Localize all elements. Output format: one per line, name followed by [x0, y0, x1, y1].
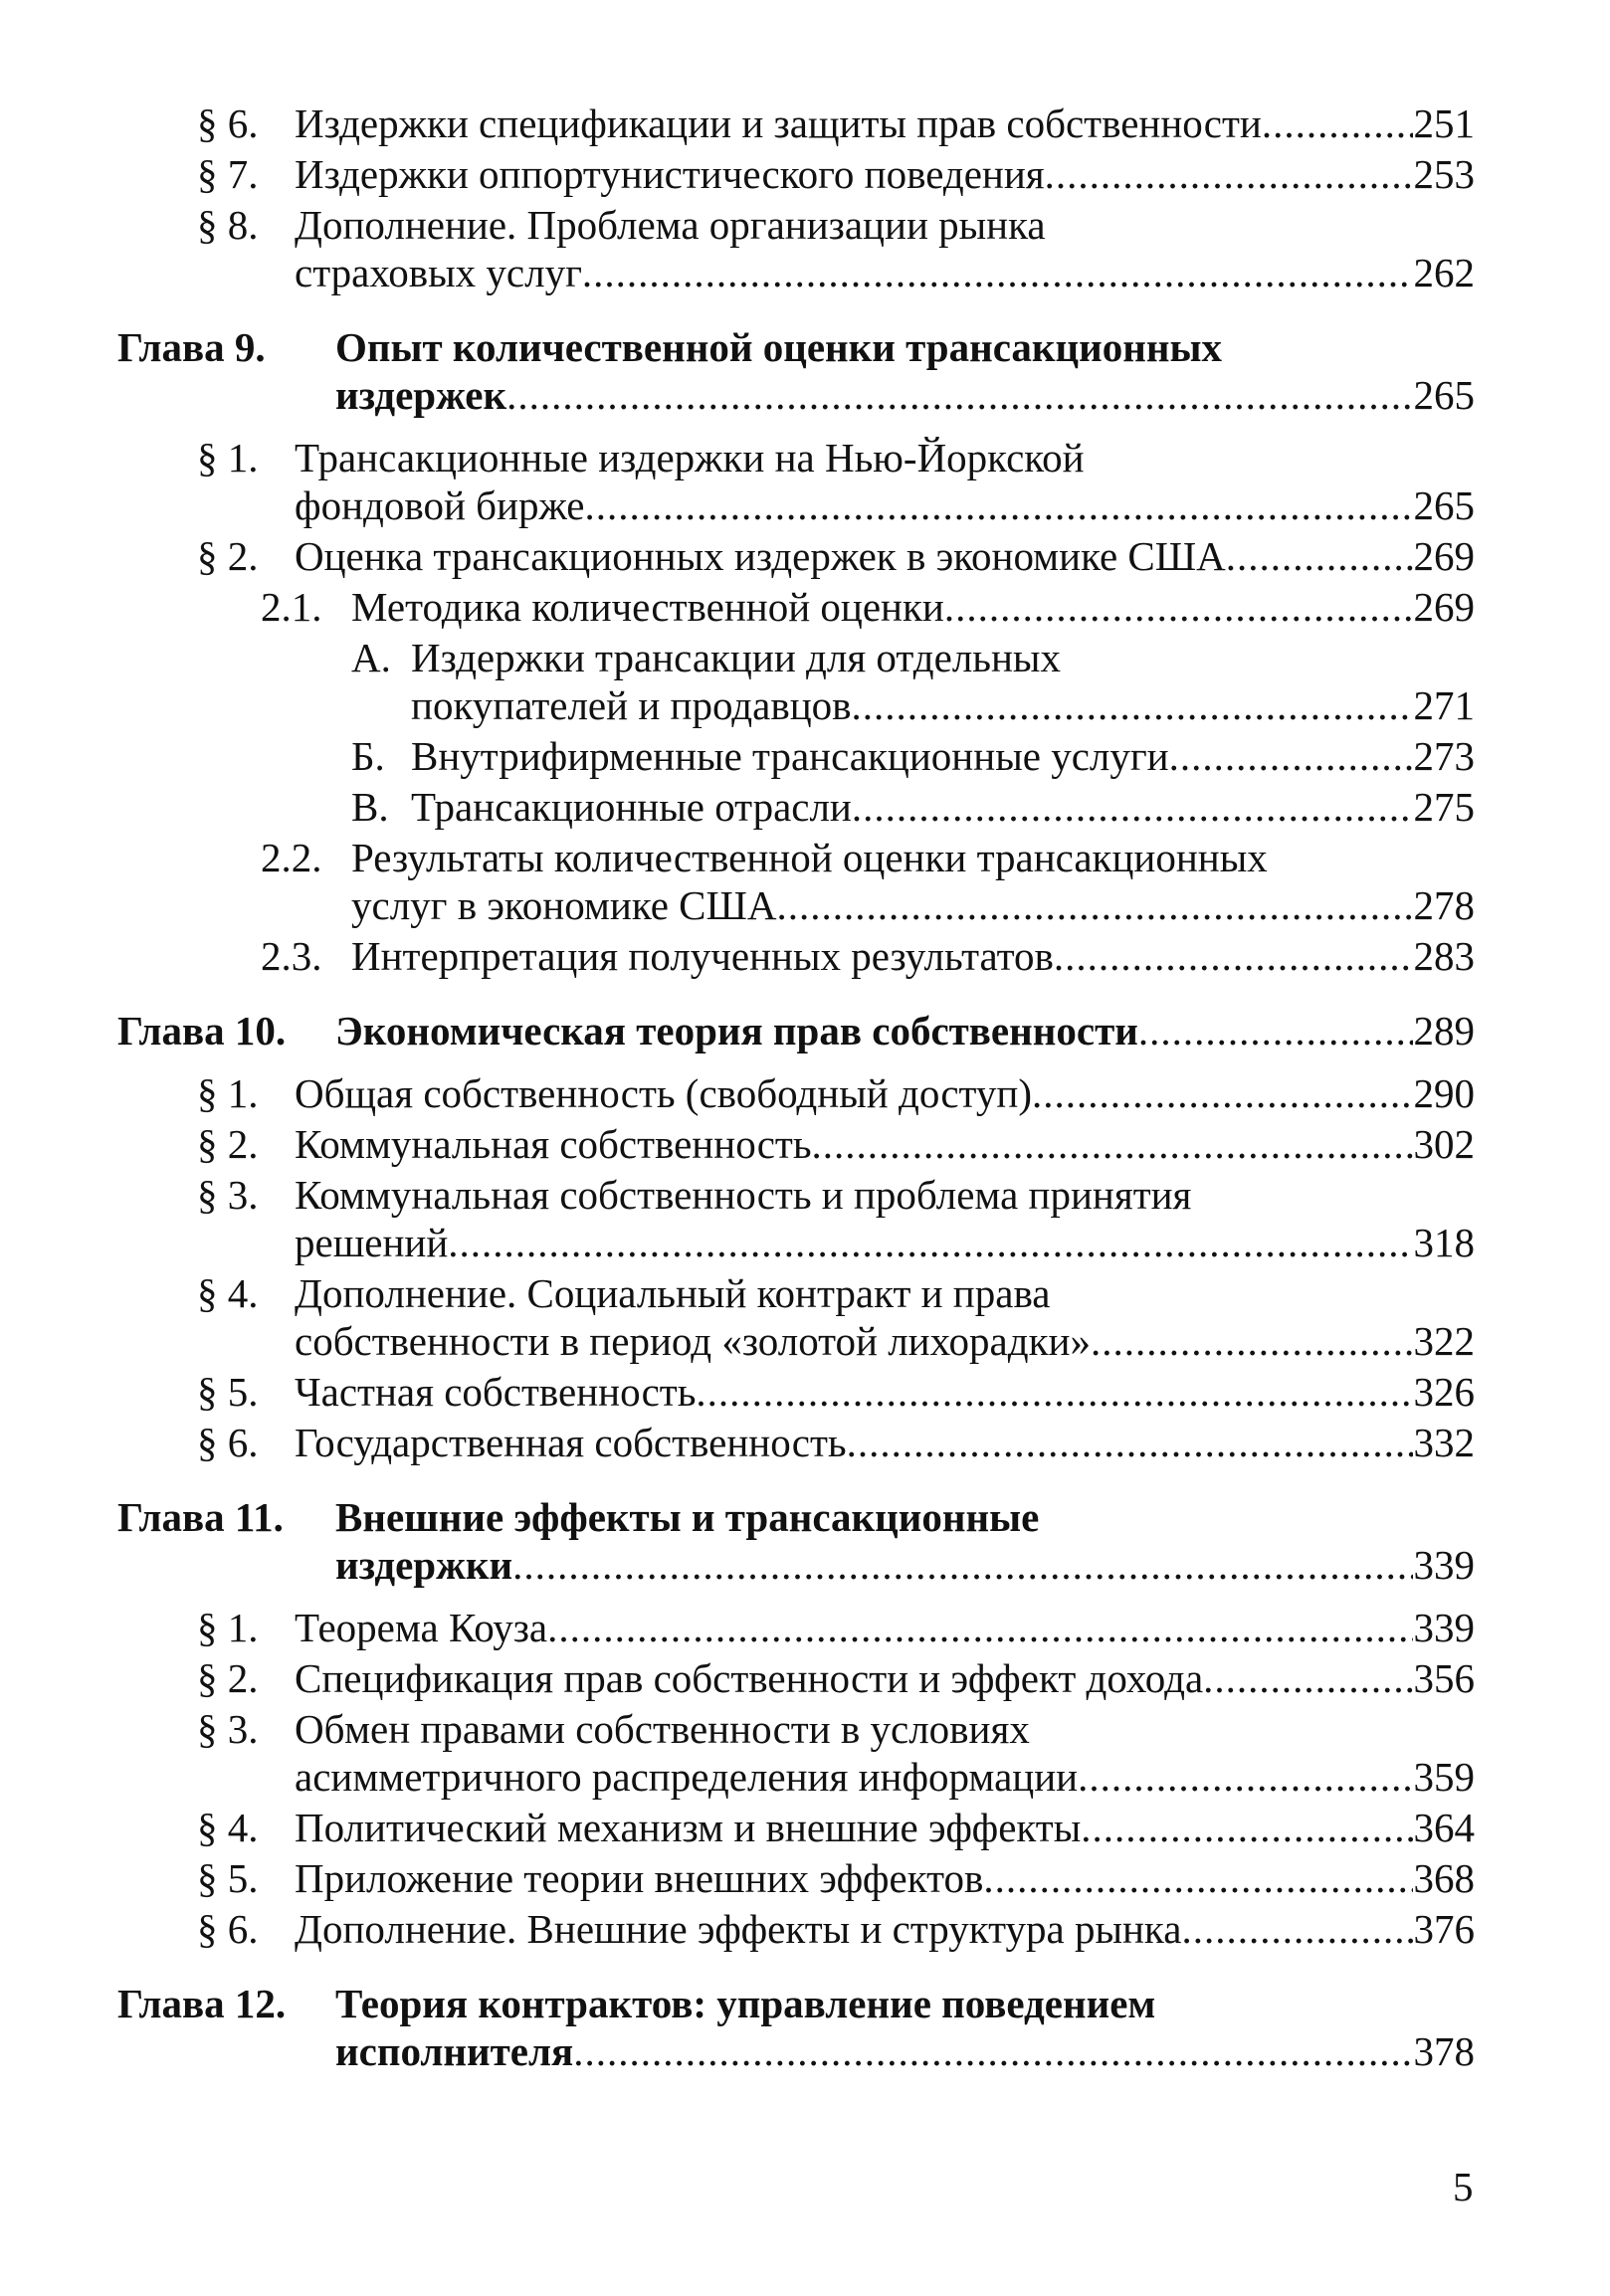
dot-leader [1032, 1069, 1412, 1117]
toc-entry-title: Трансакционные отрасли [411, 784, 852, 830]
toc-chapter[interactable] [0, 1007, 1610, 1054]
toc-entry-title: Издержки трансакции для отдельных [411, 635, 1061, 680]
dot-leader [1078, 1753, 1412, 1801]
toc-entry-number: Б. [351, 733, 385, 779]
dot-leader [547, 1604, 1412, 1651]
toc-page-number: 278 [1413, 882, 1475, 928]
dot-leader [847, 1419, 1413, 1466]
toc-page-number: 318 [1413, 1220, 1475, 1265]
dot-leader [1203, 1654, 1412, 1702]
toc-entry-title: Экономическая теория прав собственности [335, 1008, 1138, 1053]
toc-entry-number: Глава 12. [117, 1981, 287, 2026]
toc-entry-title: Издержки оппортунистического поведения [295, 151, 1045, 197]
dot-leader [812, 1120, 1413, 1168]
toc-page-number: 289 [1413, 1008, 1475, 1053]
toc-entry[interactable] [0, 1654, 1610, 1702]
toc-entry-title: услуг в экономике США [351, 882, 777, 928]
toc-entry-number: 2.3. [261, 933, 322, 979]
dot-leader [696, 1368, 1412, 1416]
toc-entry[interactable] [0, 99, 1610, 147]
dot-leader [1226, 532, 1413, 580]
toc-entry-title: Дополнение. Проблема организации рынка [295, 202, 1046, 248]
toc-entry[interactable] [0, 732, 1610, 780]
toc-entry-title: Издержки спецификации и защиты прав собственности [295, 100, 1262, 146]
toc-entry-title: Приложение теории внешних эффектов [295, 1855, 984, 1901]
toc-entry-title: собственности в период «золотой лихорадки» [295, 1318, 1091, 1364]
toc-page-number: 326 [1413, 1369, 1475, 1415]
toc-entry[interactable] [0, 1069, 1610, 1117]
toc-entry-number: § 2. [197, 1121, 259, 1167]
toc-page-number: 356 [1413, 1655, 1475, 1701]
toc-page-number: 290 [1413, 1070, 1475, 1116]
toc-page-number: 265 [1413, 372, 1475, 418]
toc-entry[interactable] [0, 1368, 1610, 1416]
toc-entry[interactable] [0, 1604, 1610, 1651]
toc-entry-number: § 4. [197, 1805, 259, 1850]
toc-entry-number: § 5. [197, 1855, 259, 1901]
toc-page-number: 273 [1413, 733, 1475, 779]
toc-entry-number: 2.1. [261, 584, 322, 630]
toc-entry-title: Теорема Коуза [295, 1605, 548, 1650]
toc-entry-number: § 1. [197, 435, 259, 480]
dot-leader [852, 681, 1413, 729]
toc-entry-number: § 7. [197, 151, 259, 197]
toc-entry[interactable] [0, 932, 1610, 980]
toc-entry-title: Дополнение. Внешние эффекты и структура рынка [295, 1906, 1182, 1952]
dot-leader [1181, 1905, 1412, 1953]
toc-page-number: 262 [1413, 250, 1475, 295]
toc-page-number: 339 [1413, 1542, 1475, 1588]
toc-entry[interactable] [0, 834, 1610, 929]
toc-entry[interactable] [0, 1804, 1610, 1851]
toc-entry[interactable] [0, 1419, 1610, 1466]
toc-entry-number: § 2. [197, 1655, 259, 1701]
toc-entry-number: § 1. [197, 1070, 259, 1116]
dot-leader [1091, 1317, 1413, 1365]
toc-entry[interactable] [0, 1705, 1610, 1801]
toc-page-number: 251 [1413, 100, 1475, 146]
toc-entry[interactable] [0, 583, 1610, 631]
dot-leader [852, 783, 1413, 831]
dot-leader [1045, 150, 1413, 198]
toc-entry-number: § 3. [197, 1706, 259, 1752]
dot-leader [506, 371, 1412, 419]
toc-entry[interactable] [0, 1171, 1610, 1266]
toc-entry-title: Методика количественной оценки [351, 584, 944, 630]
toc-page-number: 269 [1413, 584, 1475, 630]
toc-entry-number: § 6. [197, 1420, 259, 1465]
toc-entry-number: § 6. [197, 100, 259, 146]
toc-page-number: 368 [1413, 1855, 1475, 1901]
toc-entry-title: Внешние эффекты и трансакционные [335, 1494, 1040, 1540]
toc-entry-title: страховых услуг [295, 250, 582, 295]
toc-entry[interactable] [0, 1120, 1610, 1168]
toc-page-number: 332 [1413, 1420, 1475, 1465]
toc-entry-title: Политический механизм и внешние эффекты [295, 1805, 1082, 1850]
toc-entry-title: издержек [335, 372, 507, 418]
dot-leader [983, 1854, 1412, 1902]
toc-entry-number: § 2. [197, 533, 259, 579]
dot-leader [573, 2027, 1412, 2075]
toc-page-number: 339 [1413, 1605, 1475, 1650]
toc-entry-number: § 8. [197, 202, 259, 248]
toc-entry[interactable] [0, 150, 1610, 198]
toc-entry[interactable] [0, 532, 1610, 580]
toc-entry-number: Глава 10. [117, 1008, 287, 1053]
toc-entry-title: Частная собственность [295, 1369, 697, 1415]
dot-leader [1262, 99, 1413, 147]
toc-entry-title: Дополнение. Социальный контракт и права [295, 1270, 1051, 1316]
toc-page-number: 322 [1413, 1318, 1475, 1364]
toc-entry-title: Коммунальная собственность [295, 1121, 812, 1167]
toc-entry-title: издержки [335, 1542, 513, 1588]
toc-page-number: 283 [1413, 933, 1475, 979]
toc-entry-number: В. [351, 784, 389, 830]
toc-entry[interactable] [0, 1905, 1610, 1953]
toc-entry-title: фондовой бирже [295, 482, 585, 528]
toc-page-number: 364 [1413, 1805, 1475, 1850]
dot-leader [1138, 1007, 1413, 1054]
toc-entry-number: 2.2. [261, 835, 322, 880]
dot-leader [512, 1541, 1412, 1589]
dot-leader [1081, 1804, 1412, 1851]
toc-entry-number: Глава 9. [117, 324, 266, 370]
toc-entry-title: Результаты количественной оценки трансакционных [351, 835, 1268, 880]
toc-entry-title: асимметричного распределения информации [295, 1754, 1079, 1800]
dot-leader [584, 481, 1412, 529]
toc-entry[interactable] [0, 783, 1610, 831]
toc-entry[interactable] [0, 434, 1610, 529]
toc-entry-title: Оценка трансакционных издержек в экономике США [295, 533, 1226, 579]
toc-page-number: 269 [1413, 533, 1475, 579]
toc-page-number: 378 [1413, 2028, 1475, 2074]
toc-entry-number: Глава 11. [117, 1494, 284, 1540]
toc-entry-title: Теория контрактов: управление поведением [335, 1981, 1156, 2026]
toc-entry-number: § 3. [197, 1172, 259, 1218]
toc-entry-number: § 6. [197, 1906, 259, 1952]
dot-leader [1054, 932, 1413, 980]
toc-page-number: 302 [1413, 1121, 1475, 1167]
toc-page-number: 376 [1413, 1906, 1475, 1952]
toc-entry-title: исполнителя [335, 2028, 574, 2074]
toc-chapter[interactable] [0, 1493, 1610, 1589]
toc-page-number: 253 [1413, 151, 1475, 197]
toc-entry[interactable] [0, 1269, 1610, 1365]
dot-leader [582, 249, 1413, 296]
toc-entry-title: Государственная собственность [295, 1420, 847, 1465]
toc-entry-title: решений [295, 1220, 449, 1265]
toc-chapter[interactable] [0, 323, 1610, 419]
toc-entry-number: § 5. [197, 1369, 259, 1415]
dot-leader [944, 583, 1413, 631]
toc-page-number: 275 [1413, 784, 1475, 830]
toc-entry-title: Внутрифирменные трансакционные услуги [411, 733, 1169, 779]
toc-chapter[interactable] [0, 1980, 1610, 2075]
toc-page-number: 265 [1413, 482, 1475, 528]
toc-entry-title: покупателей и продавцов [411, 682, 852, 728]
dot-leader [1169, 732, 1413, 780]
dot-leader [776, 881, 1412, 929]
toc-entry-title: Обмен правами собственности в условиях [295, 1706, 1030, 1752]
toc-entry[interactable] [0, 634, 1610, 729]
toc-entry[interactable] [0, 1854, 1610, 1902]
toc-entry[interactable] [0, 201, 1610, 296]
toc-page-number: 359 [1413, 1754, 1475, 1800]
dot-leader [448, 1219, 1412, 1266]
toc-entry-number: § 4. [197, 1270, 259, 1316]
toc-entry-number: А. [351, 635, 391, 680]
toc-entry-title: Опыт количественной оценки трансакционных [335, 324, 1223, 370]
toc-entry-title: Спецификация прав собственности и эффект дохода [295, 1655, 1204, 1701]
toc-entry-title: Коммунальная собственность и проблема принятия [295, 1172, 1192, 1218]
toc-entry-title: Общая собственность (свободный доступ) [295, 1070, 1033, 1116]
toc-entry-title: Интерпретация полученных результатов [351, 933, 1054, 979]
page-number: 5 [1453, 2164, 1474, 2209]
toc-entry-number: § 1. [197, 1605, 259, 1650]
toc-page-number: 271 [1413, 682, 1475, 728]
toc-entry-title: Трансакционные издержки на Нью-Йоркской [295, 435, 1085, 480]
